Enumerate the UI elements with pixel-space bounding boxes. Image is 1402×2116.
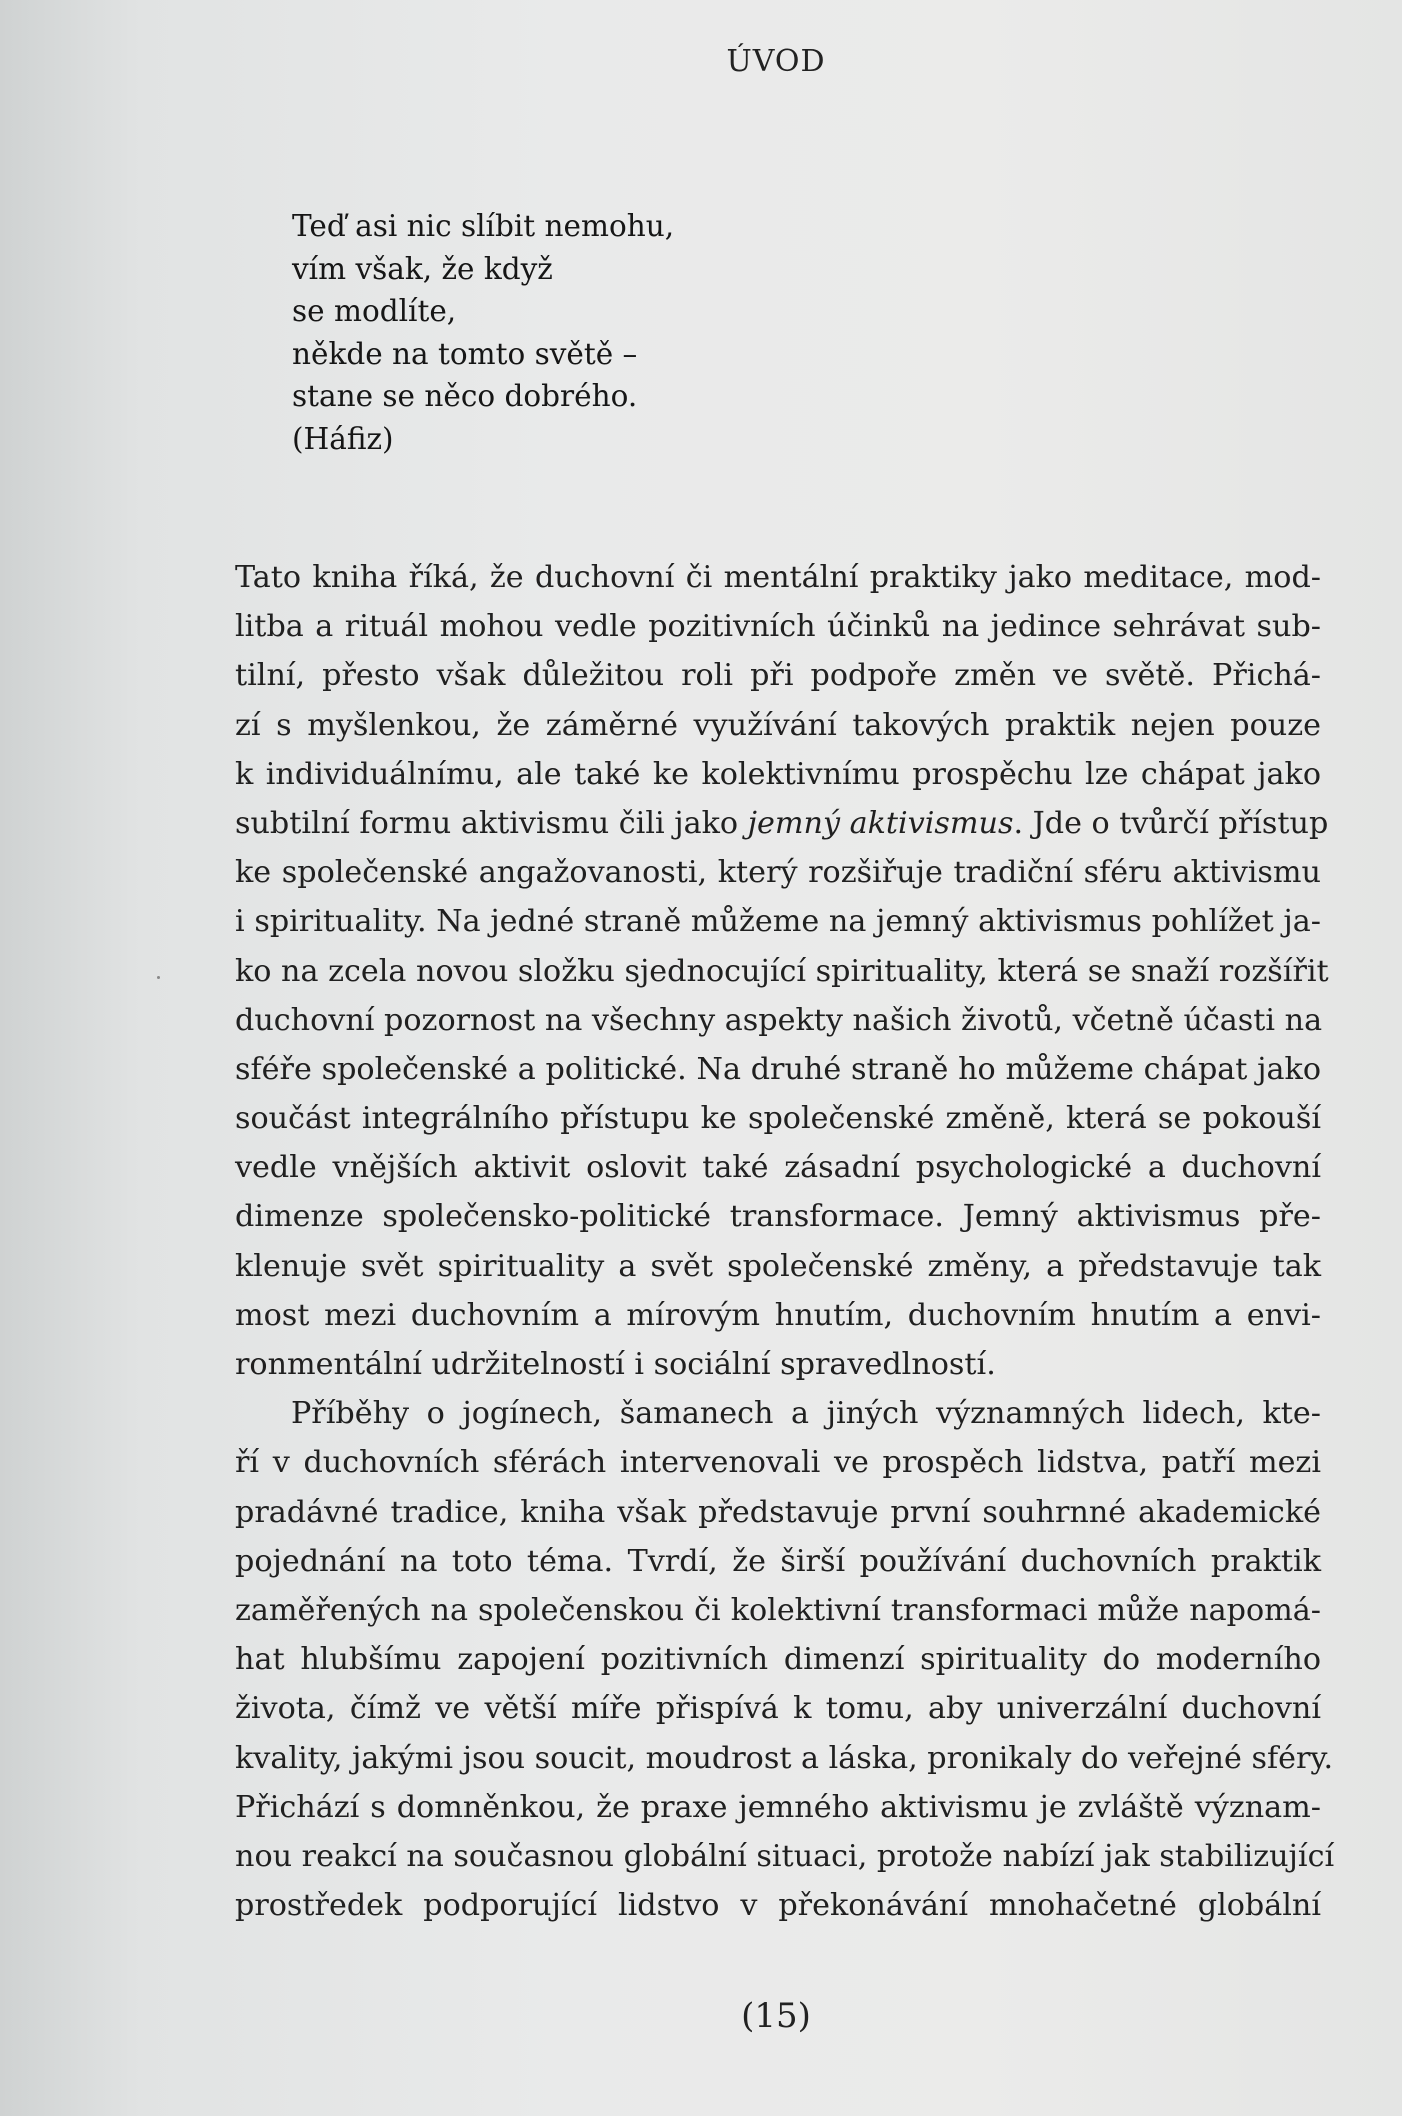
text-line: hat hlubšímu zapojení pozitivních dimenzí spirituality do moderního [235, 1642, 1321, 1678]
text-line: Tato kniha říká, že duchovní či mentální praktiky jako meditace, mod- [235, 560, 1321, 595]
motto-line: stane se něco dobrého. [292, 379, 638, 413]
text-line: vedle vnějších aktivit oslovit také zásadní psychologické a duchovní [235, 1150, 1321, 1186]
italic-term: jemný aktivismus [747, 805, 1014, 841]
text-line: součást integrálního přístupu ke společenské změně, která se pokouší [235, 1101, 1321, 1137]
body-text [235, 553, 1335, 1930]
text-line: života, čímž ve větší míře přispívá k tomu, aby univerzální duchovní [235, 1691, 1321, 1727]
text-line: sféře společenské a politické. Na druhé straně ho můžeme chápat jako [235, 1051, 1321, 1087]
text-segment: . Jde o tvůrčí přístup [1013, 805, 1329, 841]
running-head: ÚVOD [726, 44, 826, 79]
text-line: i spirituality. Na jedné straně můžeme na jemný aktivismus pohlížet ja- [235, 904, 1321, 940]
text-line: dimenze společensko-politické transformace. Jemný aktivismus pře- [235, 1199, 1321, 1235]
text-line: zí s myšlenkou, že záměrné využívání takových praktik nejen pouze [235, 707, 1321, 743]
text-line: Příběhy o jogínech, šamanech a jiných významných lidech, kte- [291, 1396, 1321, 1432]
text-line: pradávné tradice, kniha však představuje první souhrnné akademické [235, 1494, 1321, 1530]
paragraph-2 [235, 1389, 1335, 1930]
text-segment: subtilní formu aktivismu čili jako [235, 805, 748, 841]
text-line: ronmentální udržitelností i sociální spravedlností. [235, 1347, 996, 1382]
motto-line: vím však, že když [292, 251, 553, 286]
motto-poem [292, 205, 674, 460]
text-line: Přichází s domněnkou, že praxe jemného aktivismu je zvláště význam- [235, 1789, 1321, 1825]
motto-attribution: (Háfiz) [292, 421, 394, 456]
motto-line: někde na tomto světě – [292, 336, 638, 371]
text-line: most mezi duchovním a mírovým hnutím, duchovním hnutím a envi- [235, 1297, 1321, 1333]
motto-line: Teď asi nic slíbit nemohu, [292, 209, 675, 243]
text-line: nou reakcí na současnou globální situaci, protože nabízí jak stabilizující [235, 1838, 1335, 1874]
text-line: ke společenské angažovanosti, který rozšiřuje tradiční sféru aktivismu [235, 855, 1321, 891]
text-line: kvality, jakými jsou soucit, moudrost a láska, pronikaly do veřejné sféry. [235, 1740, 1334, 1776]
page-number: (15) [741, 1996, 811, 2036]
text-line: tilní, přesto však důležitou roli při podpoře změn ve světě. Přichá- [235, 658, 1321, 694]
paper-speck [157, 976, 160, 979]
text-line: zaměřených na společenskou či kolektivní transformaci může napomá- [235, 1592, 1321, 1628]
text-line: pojednání na toto téma. Tvrdí, že širší používání duchovních praktik [235, 1543, 1321, 1579]
text-line: prostředek podporující lidstvo v překonávání mnohačetné globální [235, 1888, 1321, 1924]
text-line-with-italic [235, 799, 1329, 848]
text-line: litba a rituál mohou vedle pozitivních účinků na jedince sehrávat sub- [235, 609, 1321, 645]
motto-line: se modlíte, [292, 294, 457, 328]
text-line: k individuálnímu, ale také ke kolektivnímu prospěchu lze chápat jako [235, 756, 1321, 792]
text-line: ko na zcela novou složku sjednocující spirituality, která se snaží rozšířit [235, 953, 1329, 989]
text-line: duchovní pozornost na všechny aspekty našich životů, včetně účasti na [235, 1002, 1323, 1038]
paragraph-1 [235, 553, 1329, 1389]
text-line: klenuje svět spirituality a svět společenské změny, a představuje tak [235, 1248, 1321, 1284]
text-line: ří v duchovních sférách intervenovali ve prospěch lidstva, patří mezi [235, 1445, 1321, 1481]
